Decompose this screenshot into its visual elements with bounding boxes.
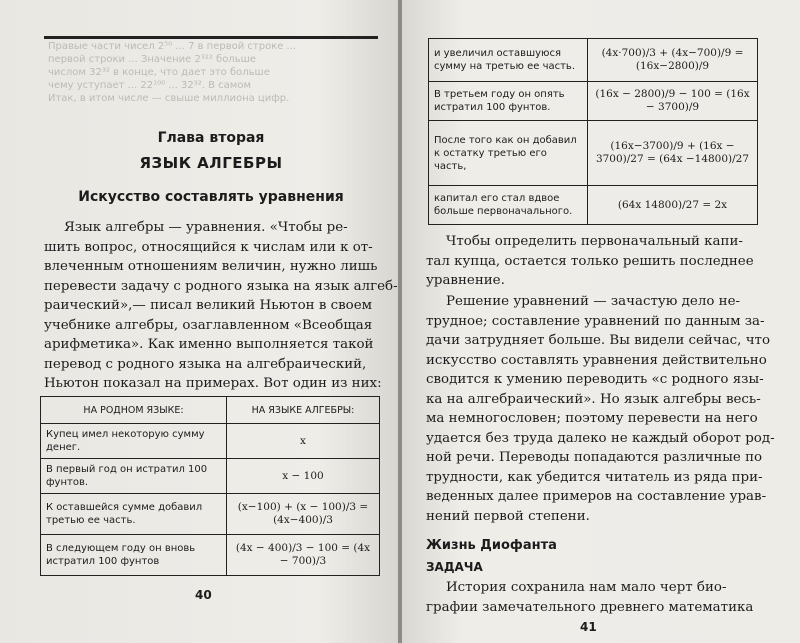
header-native: НА РОДНОМ ЯЗЫКЕ: bbox=[41, 397, 227, 424]
text-line: учебнике алгебры, озаглавленном «Всеобщая bbox=[44, 317, 373, 333]
subsection-title: ЗАДАЧА bbox=[426, 560, 483, 574]
left-page bbox=[0, 0, 398, 643]
native-cell: К оставшейся сумме добавил третью ее часть. bbox=[41, 494, 227, 535]
text-line: Ньютон показал на примерах. Вот один из них: bbox=[44, 376, 382, 391]
page-number: 41 bbox=[580, 620, 597, 634]
intro-paragraph bbox=[44, 218, 398, 394]
paragraph-2 bbox=[426, 292, 775, 526]
table-row bbox=[429, 121, 758, 186]
table-row bbox=[41, 535, 380, 576]
translation-table-continued bbox=[428, 38, 758, 225]
text-line: графии замечательного древнего математика bbox=[426, 599, 754, 615]
algebra-cell: (16x − 2800)/9 − 100 = (16x − 3700)/9 bbox=[588, 82, 758, 121]
text-line: ма немногословен; поэтому перевести на него bbox=[426, 411, 758, 426]
algebra-cell: (x−100) + (x − 100)/3 = (4x−400)/3 bbox=[227, 494, 380, 535]
algebra-cell: (16x−3700)/9 + (16x − 3700)/27 = (64x −14800)/27 bbox=[588, 121, 758, 186]
algebra-cell: x bbox=[227, 424, 380, 459]
algebra-cell: (4x − 400)/3 − 100 = (4x − 700)/3 bbox=[227, 535, 380, 576]
native-cell: Купец имел некоторую сумму денег. bbox=[41, 424, 227, 459]
text-line: Чтобы определить первоначальный капи- bbox=[446, 234, 743, 249]
text-line: перевод с родного языка на алгебраический, bbox=[44, 356, 367, 372]
paragraph-1 bbox=[426, 232, 760, 291]
ghost-line: первой строки ... Значение 2³²² больше bbox=[48, 54, 256, 65]
algebra-cell: (64x 14800)/27 = 2x bbox=[588, 186, 758, 225]
table-row bbox=[429, 186, 758, 225]
table-row bbox=[41, 459, 380, 494]
header-algebra: НА ЯЗЫКЕ АЛГЕБРЫ: bbox=[227, 397, 380, 424]
text-line: ка на алгебраический». Но язык алгебры весь- bbox=[426, 391, 761, 407]
ghost-line: Правые части чисел 2⁵⁰ ... 7 в первой строке ... bbox=[48, 41, 297, 52]
ghost-line: чему уступает ... 22¹⁰⁰ ... 32³². В самом bbox=[48, 80, 252, 91]
page-number: 40 bbox=[195, 588, 212, 602]
table-row bbox=[41, 424, 380, 459]
chapter-label: Глава вторая bbox=[157, 130, 265, 146]
text-line: трудности, как убедится читатель из ряда при- bbox=[426, 469, 763, 485]
native-cell: В следующем году он вновь истратил 100 фунтов bbox=[41, 535, 227, 576]
text-line: влеченным отношениям величин, нужно лишь bbox=[44, 259, 378, 274]
translation-table bbox=[40, 396, 380, 576]
algebra-cell: (4x·700)/3 + (4x−700)/9 = (16x−2800)/9 bbox=[588, 39, 758, 82]
text-line: История сохранила нам мало черт био- bbox=[446, 580, 727, 595]
ghost-line: Итак, в итом числе — свыше миллиона цифр. bbox=[48, 93, 290, 104]
native-cell: В первый год он истратил 100 фунтов. bbox=[41, 459, 227, 494]
text-line: уравнение. bbox=[426, 273, 505, 288]
text-line: трудное; составление уравнений по данным за- bbox=[426, 313, 765, 329]
text-line: искусство составлять уравнения действительно bbox=[426, 352, 767, 368]
text-line: удается без труда далеко не каждый оборот род- bbox=[426, 430, 775, 446]
native-cell: После того как он добавил к остатку третью его часть, bbox=[429, 121, 588, 186]
text-line: шить вопрос, относящийся к числам или к от- bbox=[44, 239, 373, 255]
table-row bbox=[41, 494, 380, 535]
native-cell: и увеличил оставшуюся сумму на третью ее часть. bbox=[429, 39, 588, 82]
right-page bbox=[402, 0, 800, 643]
text-line: Язык алгебры — уравнения. «Чтобы ре- bbox=[64, 220, 348, 235]
table-row bbox=[429, 82, 758, 121]
native-cell: капитал его стал вдвое больше первоначального. bbox=[429, 186, 588, 225]
table-row bbox=[429, 39, 758, 82]
section-title: Искусство составлять уравнения bbox=[78, 189, 344, 205]
text-line: дачи затрудняет больше. Вы видели сейчас, что bbox=[426, 333, 771, 348]
bleed-through-text bbox=[48, 40, 368, 105]
text-line: сводится к умению переводить «с родного язы- bbox=[426, 372, 764, 387]
text-line: арифметика». Как именно выполняется такой bbox=[44, 337, 374, 352]
text-line: Решение уравнений — зачастую дело не- bbox=[446, 294, 741, 309]
text-line: тал купца, остается только решить последнее bbox=[426, 253, 754, 269]
text-line: веденных далее примеров на составление урав- bbox=[426, 489, 767, 504]
text-line: перевести задачу с родного языка на язык алгеб- bbox=[44, 278, 398, 294]
chapter-title: ЯЗЫК АЛГЕБРЫ bbox=[139, 154, 283, 172]
text-line: ной речи. Переводы попадаются различные по bbox=[426, 450, 763, 465]
ghost-line: числом 32³² в конце, что дает это больше bbox=[48, 67, 270, 78]
header-rule bbox=[44, 36, 378, 39]
table-header-row bbox=[41, 397, 380, 424]
text-line: нений первой степени. bbox=[426, 508, 590, 524]
native-cell: В третьем году он опять истратил 100 фунтов. bbox=[429, 82, 588, 121]
paragraph-3 bbox=[426, 578, 760, 617]
text-line: раический»,— писал великий Ньютон в своем bbox=[44, 298, 373, 313]
section-title: Жизнь Диофанта bbox=[426, 538, 557, 553]
algebra-cell: x − 100 bbox=[227, 459, 380, 494]
